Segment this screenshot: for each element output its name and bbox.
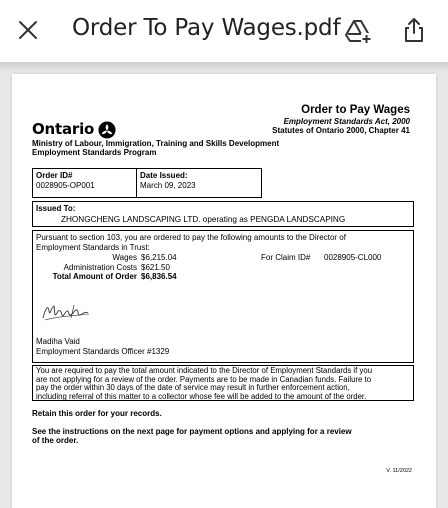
payment-notice-box	[32, 365, 414, 401]
issued-to-label: Issued To:	[36, 204, 76, 213]
notice-line: are not applying for a review of the order. Payments are to be made in Canadian funds. Failure to	[36, 374, 372, 384]
order-details-box	[32, 230, 414, 363]
issued-to-box	[32, 201, 414, 227]
order-id-table	[32, 168, 262, 198]
date-issued-value: March 09, 2023	[140, 180, 196, 190]
app-bar	[0, 0, 448, 62]
toolbar-shadow	[0, 62, 448, 72]
admin-costs-label: Administration Costs	[63, 262, 137, 272]
claim-id-label: For Claim ID#	[261, 253, 311, 262]
officer-name: Madiha Vaid	[36, 337, 80, 346]
act-name: Employment Standards Act, 2000	[283, 117, 410, 126]
document-title: Order To Pay Wages.pdf	[72, 15, 341, 41]
total-label: Total Amount of Order	[52, 272, 137, 281]
logo-text: Ontario	[32, 120, 95, 139]
admin-costs-value: $621.50	[141, 262, 170, 272]
total-value: $6,836.54	[141, 272, 177, 281]
add-to-drive-icon[interactable]	[344, 17, 372, 45]
document-heading: Order to Pay Wages	[301, 104, 410, 116]
instructions-line1: See the instructions on the next page for payment options and applying for a review	[32, 427, 352, 436]
notice-line: You are required to pay the total amount indicated to the Director of Employment Standards if you	[36, 366, 373, 375]
issued-to-name: ZHONGCHENG LANDSCAPING LTD. operating as PENGDA LANDSCAPING	[61, 215, 346, 224]
pdf-page	[12, 74, 436, 508]
pdf-viewer[interactable]	[0, 62, 448, 508]
officer-signature	[41, 301, 93, 323]
statute-reference: Statutes of Ontario 2000, Chapter 41	[272, 126, 410, 135]
ministry-name: Ministry of Labour, Immigration, Training and Skills Development	[32, 139, 280, 148]
claim-id-value: 0028905-CL000	[324, 253, 382, 262]
order-id-value: 0028905-OP001	[36, 180, 95, 190]
notice-line: pay the order within 30 days of the date of service may result in further enforcement action,	[36, 383, 350, 393]
program-name: Employment Standards Program	[32, 148, 157, 157]
notice-line: including referral of this matter to a collector whose fee will be added to the amount of the order.	[36, 391, 367, 401]
officer-title: Employment Standards Officer #1329	[36, 347, 170, 356]
wages-value: $6,215.04	[141, 253, 177, 262]
date-issued-label: Date Issued:	[140, 171, 188, 180]
trillium-icon	[98, 121, 116, 139]
pursuant-text-line1: Pursuant to section 103, you are ordered to pay the following amounts to the Director of	[36, 233, 346, 242]
share-icon[interactable]	[400, 16, 428, 44]
wages-label: Wages	[112, 253, 137, 262]
document-header	[272, 104, 410, 135]
instructions-line2: of the order.	[32, 436, 79, 445]
ministry-block	[32, 139, 279, 157]
ontario-logo	[32, 121, 116, 139]
pursuant-text-line2: Employment Standards in Trust:	[36, 242, 150, 252]
close-icon[interactable]	[14, 16, 42, 44]
retain-note: Retain this order for your records.	[32, 409, 162, 418]
order-id-label: Order ID#	[36, 171, 73, 180]
version-label: V. 11/2022	[386, 468, 412, 474]
